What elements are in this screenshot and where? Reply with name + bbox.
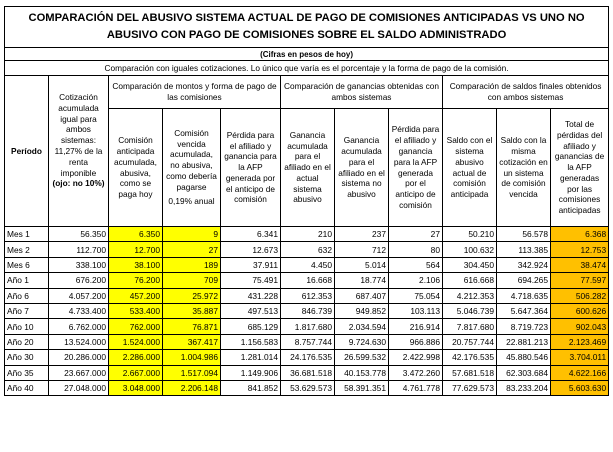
cell-saldo-abusivo: 7.817.680	[443, 319, 497, 334]
cell-perdida-ganancia: 27	[389, 227, 443, 242]
row-periodo: Año 40	[5, 380, 49, 395]
cell-comision-anticipada: 76.200	[109, 273, 163, 288]
cell-cotizacion: 6.762.000	[49, 319, 109, 334]
cell-perdida-comision: 1.156.583	[221, 334, 281, 349]
cell-comision-vencida: 35.887	[163, 303, 221, 318]
cell-ganancia-abusivo: 24.176.535	[281, 350, 335, 365]
cell-cotizacion: 56.350	[49, 227, 109, 242]
cell-cotizacion: 338.100	[49, 257, 109, 272]
cell-saldo-abusivo: 304.450	[443, 257, 497, 272]
cell-perdida-comision: 1.281.014	[221, 350, 281, 365]
cell-perdida-ganancia: 564	[389, 257, 443, 272]
cell-comision-anticipada: 2.286.000	[109, 350, 163, 365]
comparison-table	[4, 6, 609, 396]
cell-saldo-vencida: 83.233.204	[497, 380, 551, 395]
cell-ganancia-no-abusivo: 5.014	[335, 257, 389, 272]
cell-saldo-abusivo: 616.668	[443, 273, 497, 288]
cell-ganancia-abusivo: 612.353	[281, 288, 335, 303]
cell-comision-anticipada: 457.200	[109, 288, 163, 303]
table-row	[5, 334, 609, 349]
cell-total-perdidas: 600.626	[551, 303, 609, 318]
row-periodo: Año 35	[5, 365, 49, 380]
cell-ganancia-abusivo: 1.817.680	[281, 319, 335, 334]
cell-ganancia-no-abusivo: 40.153.778	[335, 365, 389, 380]
cell-perdida-ganancia: 216.914	[389, 319, 443, 334]
cell-comision-vencida: 189	[163, 257, 221, 272]
cell-total-perdidas: 12.753	[551, 242, 609, 257]
cell-cotizacion: 13.524.000	[49, 334, 109, 349]
cell-ganancia-no-abusivo: 18.774	[335, 273, 389, 288]
cell-comision-anticipada: 762.000	[109, 319, 163, 334]
cell-cotizacion: 23.667.000	[49, 365, 109, 380]
cell-comision-vencida: 25.972	[163, 288, 221, 303]
table-title: COMPARACIÓN DEL ABUSIVO SISTEMA ACTUAL DE PAGO DE COMISIONES ANTICIPADAS VS UNO NO ABUSIVO CON PAGO DE COMISIONES SOBRE EL SALDO ADMINISTRADO	[5, 7, 609, 48]
cell-comision-anticipada: 6.350	[109, 227, 163, 242]
cell-ganancia-no-abusivo: 687.407	[335, 288, 389, 303]
table-row	[5, 365, 609, 380]
cell-comision-vencida: 2.206.148	[163, 380, 221, 395]
row-periodo: Año 1	[5, 273, 49, 288]
cell-comision-anticipada: 38.100	[109, 257, 163, 272]
cell-cotizacion: 4.733.400	[49, 303, 109, 318]
cell-saldo-abusivo: 100.632	[443, 242, 497, 257]
cell-comision-anticipada: 1.524.000	[109, 334, 163, 349]
row-periodo: Año 10	[5, 319, 49, 334]
cell-total-perdidas: 77.597	[551, 273, 609, 288]
header-cotizacion	[49, 76, 109, 227]
cell-comision-anticipada: 2.667.000	[109, 365, 163, 380]
cell-perdida-ganancia: 3.472.260	[389, 365, 443, 380]
cell-total-perdidas: 506.282	[551, 288, 609, 303]
cell-comision-vencida: 1.004.986	[163, 350, 221, 365]
row-periodo: Mes 2	[5, 242, 49, 257]
cell-saldo-vencida: 45.880.546	[497, 350, 551, 365]
cell-cotizacion: 112.700	[49, 242, 109, 257]
row-periodo: Año 30	[5, 350, 49, 365]
cell-ganancia-no-abusivo: 237	[335, 227, 389, 242]
table-row	[5, 288, 609, 303]
cell-perdida-comision: 431.228	[221, 288, 281, 303]
cell-perdida-comision: 685.129	[221, 319, 281, 334]
cell-ganancia-abusivo: 210	[281, 227, 335, 242]
cell-ganancia-abusivo: 53.629.573	[281, 380, 335, 395]
header-comision-vencida	[163, 109, 221, 227]
cell-ganancia-abusivo: 632	[281, 242, 335, 257]
table-row	[5, 350, 609, 365]
cell-perdida-comision: 12.673	[221, 242, 281, 257]
cell-saldo-vencida: 62.303.684	[497, 365, 551, 380]
cell-perdida-comision: 6.341	[221, 227, 281, 242]
row-periodo: Mes 1	[5, 227, 49, 242]
table-row	[5, 257, 609, 272]
row-periodo: Año 6	[5, 288, 49, 303]
cell-saldo-vencida: 113.385	[497, 242, 551, 257]
cell-comision-anticipada: 3.048.000	[109, 380, 163, 395]
cell-perdida-ganancia: 2.422.998	[389, 350, 443, 365]
cell-cotizacion: 20.286.000	[49, 350, 109, 365]
cell-saldo-abusivo: 50.210	[443, 227, 497, 242]
comparison-table-container	[4, 6, 608, 396]
cell-ganancia-no-abusivo: 58.391.351	[335, 380, 389, 395]
cell-perdida-ganancia: 2.106	[389, 273, 443, 288]
cell-ganancia-no-abusivo: 9.724.630	[335, 334, 389, 349]
cell-saldo-abusivo: 4.212.353	[443, 288, 497, 303]
cell-comision-vencida: 367.417	[163, 334, 221, 349]
cell-perdida-ganancia: 966.886	[389, 334, 443, 349]
cell-ganancia-abusivo: 36.681.518	[281, 365, 335, 380]
cell-cotizacion: 27.048.000	[49, 380, 109, 395]
cell-saldo-vencida: 694.265	[497, 273, 551, 288]
cell-comision-vencida: 709	[163, 273, 221, 288]
cell-perdida-comision: 841.852	[221, 380, 281, 395]
cell-perdida-ganancia: 80	[389, 242, 443, 257]
cell-ganancia-abusivo: 16.668	[281, 273, 335, 288]
header-saldo-abusivo: Saldo con el sistema abusivo actual de comisión anticipada	[443, 109, 497, 227]
cell-perdida-ganancia: 103.113	[389, 303, 443, 318]
header-ganancia-no-abusivo: Ganancia acumulada para el afiliado en el sistema no abusivo	[335, 109, 389, 227]
cell-saldo-abusivo: 42.176.535	[443, 350, 497, 365]
cell-total-perdidas: 5.603.630	[551, 380, 609, 395]
cell-ganancia-abusivo: 846.739	[281, 303, 335, 318]
row-periodo: Año 7	[5, 303, 49, 318]
cell-saldo-vencida: 22.881.213	[497, 334, 551, 349]
header-saldo-vencida: Saldo con la misma cotización en un sistema de comisión vencida	[497, 109, 551, 227]
cell-ganancia-no-abusivo: 949.852	[335, 303, 389, 318]
cell-total-perdidas: 6.368	[551, 227, 609, 242]
table-row	[5, 380, 609, 395]
cell-comision-vencida: 27	[163, 242, 221, 257]
table-row	[5, 242, 609, 257]
table-row	[5, 303, 609, 318]
header-perdida-ganancia: Pérdida para el afiliado y ganancia para la AFP generada por el anticipo de comisión	[389, 109, 443, 227]
header-comision-anticipada: Comisión anticipada acumulada, abusiva, como se paga hoy	[109, 109, 163, 227]
cell-comision-vencida: 9	[163, 227, 221, 242]
header-cotizacion-note: (ojo: no 10%)	[52, 178, 105, 189]
row-periodo: Mes 6	[5, 257, 49, 272]
header-comision-vencida-text: Comisión vencida acumulada, no abusiva, como debería pagarse	[166, 127, 217, 192]
header-periodo: Período	[5, 76, 49, 227]
cell-cotizacion: 4.057.200	[49, 288, 109, 303]
cell-ganancia-abusivo: 8.757.744	[281, 334, 335, 349]
cell-saldo-vencida: 5.647.364	[497, 303, 551, 318]
cell-saldo-abusivo: 57.681.518	[443, 365, 497, 380]
header-comision-vencida-rate: 0,19% anual	[168, 196, 215, 207]
cell-comision-anticipada: 12.700	[109, 242, 163, 257]
cell-perdida-comision: 37.911	[221, 257, 281, 272]
cell-total-perdidas: 38.474	[551, 257, 609, 272]
cell-total-perdidas: 4.622.166	[551, 365, 609, 380]
header-group-ganancias: Comparación de ganancias obtenidas con ambos sistemas	[281, 76, 443, 109]
cell-saldo-vencida: 8.719.723	[497, 319, 551, 334]
cell-perdida-comision: 75.491	[221, 273, 281, 288]
header-cotizacion-text: Cotización acumulada igual para ambos sistemas: 11,27% de la renta imponible	[54, 92, 103, 178]
cell-saldo-vencida: 342.924	[497, 257, 551, 272]
cell-perdida-comision: 1.149.906	[221, 365, 281, 380]
cell-comision-vencida: 76.871	[163, 319, 221, 334]
cell-perdida-comision: 497.513	[221, 303, 281, 318]
cell-saldo-vencida: 4.718.635	[497, 288, 551, 303]
header-perdida-comision: Pérdida para el afiliado y ganancia para la AFP generada por el anticipo de comisión	[221, 109, 281, 227]
table-row	[5, 227, 609, 242]
table-row	[5, 319, 609, 334]
header-ganancia-abusivo: Ganancia acumulada para el afiliado en el actual sistema abusivo	[281, 109, 335, 227]
cell-saldo-abusivo: 77.629.573	[443, 380, 497, 395]
cell-ganancia-abusivo: 4.450	[281, 257, 335, 272]
cell-perdida-ganancia: 4.761.778	[389, 380, 443, 395]
cell-comision-anticipada: 533.400	[109, 303, 163, 318]
cell-saldo-abusivo: 20.757.744	[443, 334, 497, 349]
cell-perdida-ganancia: 75.054	[389, 288, 443, 303]
cell-cotizacion: 676.200	[49, 273, 109, 288]
header-total-perdidas: Total de pérdidas del afiliado y ganancias de la AFP generadas por las comisiones anticipadas	[551, 109, 609, 227]
cell-comision-vencida: 1.517.094	[163, 365, 221, 380]
cell-total-perdidas: 902.043	[551, 319, 609, 334]
cell-ganancia-no-abusivo: 712	[335, 242, 389, 257]
cell-total-perdidas: 2.123.469	[551, 334, 609, 349]
table-row	[5, 273, 609, 288]
header-group-saldos: Comparación de saldos finales obtenidos con ambos sistemas	[443, 76, 609, 109]
cell-total-perdidas: 3.704.011	[551, 350, 609, 365]
table-note: Comparación con iguales cotizaciones. Lo único que varía es el porcentaje y la forma de pago de la comisión.	[5, 61, 609, 76]
row-periodo: Año 20	[5, 334, 49, 349]
header-group-comisiones: Comparación de montos y forma de pago de las comisiones	[109, 76, 281, 109]
cell-saldo-vencida: 56.578	[497, 227, 551, 242]
cell-saldo-abusivo: 5.046.739	[443, 303, 497, 318]
cell-ganancia-no-abusivo: 2.034.594	[335, 319, 389, 334]
cell-ganancia-no-abusivo: 26.599.532	[335, 350, 389, 365]
table-subtitle: (Cifras en pesos de hoy)	[5, 48, 609, 61]
